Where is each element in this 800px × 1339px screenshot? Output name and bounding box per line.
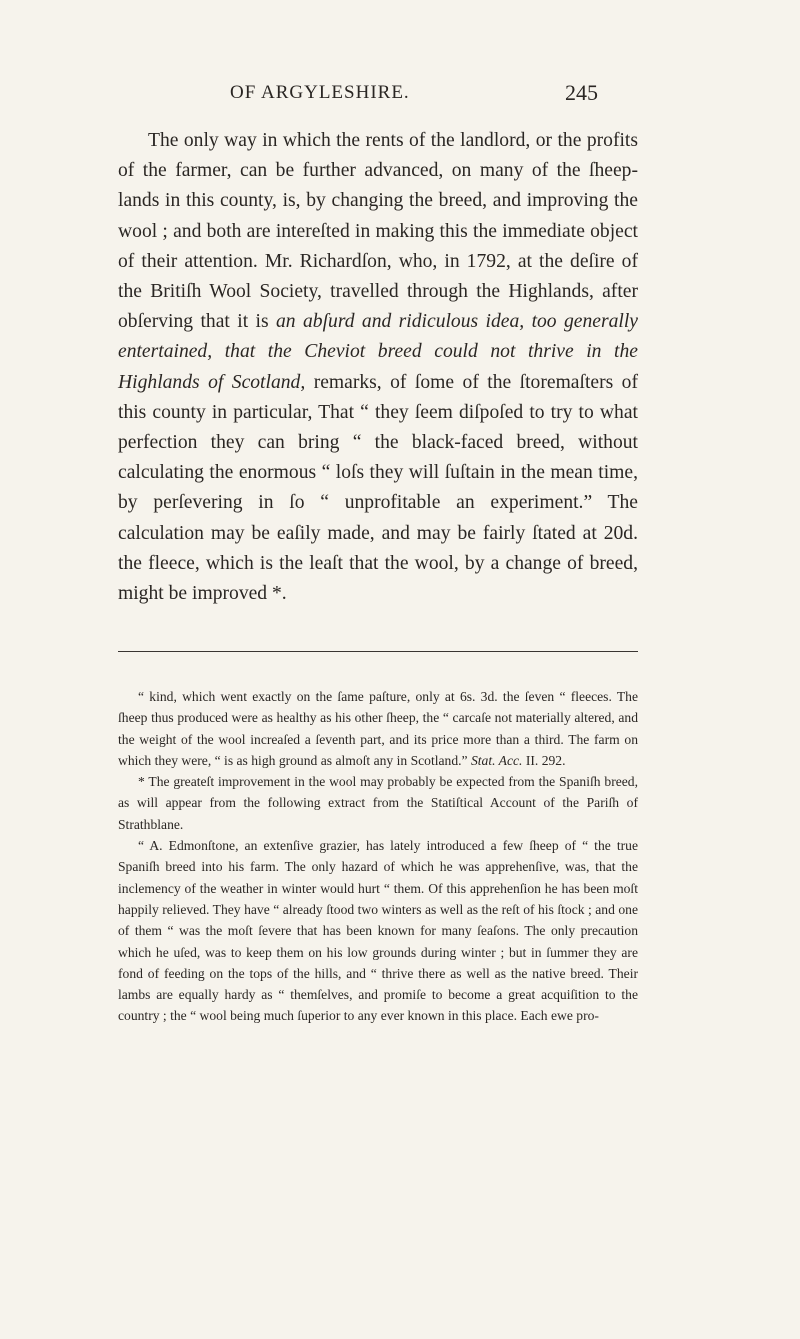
footnote-text: “ kind, which went exactly on the ſame paſture, only at 6s. 3d. the ſeven “ fleeces. The ſheep thus produced were as healthy as his other ſheep, the “ carcaſe not materially altered, and the weight of the wool increaſed a ſeventh part, and its price more than a third. The farm on which they were, “ is as high ground as almoſt any in Scotland.” (118, 689, 638, 768)
footnote-divider (118, 651, 638, 652)
quoted-idea: an abſurd and ridiculous idea, too generally entertained, that the Cheviot breed could not thrive in the Highlands of Scotland, (118, 311, 638, 393)
citation: Stat. Acc. (470, 752, 523, 768)
paragraph (118, 126, 638, 609)
paragraph-text: The only way in which the rents of the landlord, or the profits of the farmer, can be further advanced, on many of the ſheep-lands in this county, is, by changing the breed, and improving the wool ; and both are intereſted in making this the immediate object of their attention. Mr. Richardſon, who, in 1792, at the deſire of the Britiſh Wool Society, travelled through the Highlands, after obſerving that it is (118, 130, 638, 333)
footnote-quote (118, 835, 638, 1027)
paragraph-text-continued: remarks, of ſome of the ſtoremaſters of this county in particular, That “ they ſeem diſpoſed to try to what perfection they can bring “ the black-faced breed, without calculating the enormous “ loſs they will ſuſtain in the mean time, by perſevering in ſo “ unprofitable an experiment.” The calculation may be eaſily made, and may be fairly ſtated at 20d. the fleece, which is the leaſt that the wool, by a change of breed, might be improved *. (118, 371, 639, 605)
header-title: OF ARGYLESHIRE. (230, 82, 410, 103)
footnote-text: “ A. Edmonſtone, an extenſive grazier, has lately introduced a few ſheep of “ the true Spaniſh breed into his farm. The only hazard of which he was apprehenſive, was, that the inclemency of the weather in winter would hurt “ them. Of this apprehenſion he has been moſt happily relieved. They have “ already ſtood two winters as well as the reſt of his ſtock ; and one of them “ was the moſt ſevere that has been known for many ſeaſons. The only precaution which he uſed, was to keep them on his low grounds during winter ; but in ſummer they are fond of feeding on the tops of the hills, and “ thrive there as well as the native breed. Their lambs are equally hardy as “ themſelves, and promiſe to become a great acquiſition to the country ; the “ wool being much ſuperior to any ever known in this place. Each ewe pro- (118, 838, 638, 1024)
citation-page: II. 292. (522, 752, 566, 768)
page-number: 245 (565, 80, 598, 105)
footnote-text: * The greateſt improvement in the wool may probably be expected from the Spaniſh breed, as will appear from the following extract from the Statiſtical Account of the Pariſh of Strathblane. (118, 774, 638, 832)
footnote (118, 771, 638, 835)
main-text (118, 126, 638, 609)
running-header (118, 82, 598, 112)
footnotes (118, 686, 638, 1027)
footnote-continuation (118, 686, 638, 771)
